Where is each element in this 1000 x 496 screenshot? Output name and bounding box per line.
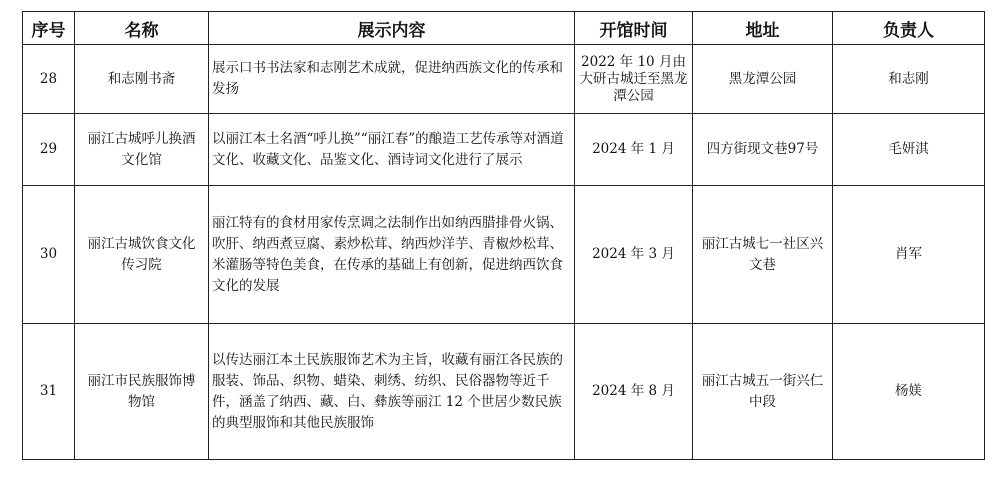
venue-name: 和志刚书斋	[75, 45, 209, 114]
header-content: 展示内容	[209, 12, 575, 45]
address: 丽江古城五一街兴仁中段	[693, 324, 833, 460]
row-number: 31	[23, 324, 75, 460]
museum-table	[22, 11, 985, 460]
row-number: 29	[23, 114, 75, 186]
person-in-charge: 肖军	[833, 186, 985, 324]
row-number: 30	[23, 186, 75, 324]
address: 黑龙潭公园	[693, 45, 833, 114]
opening-time: 2024 年 8 月	[575, 324, 693, 460]
exhibit-content: 展示口书书法家和志刚艺术成就，促进纳西族文化的传承和发扬	[209, 45, 575, 114]
table-row	[23, 45, 985, 114]
header-row	[23, 12, 985, 45]
header-opening: 开馆时间	[575, 12, 693, 45]
opening-time: 2024 年 3 月	[575, 186, 693, 324]
person-in-charge: 杨媄	[833, 324, 985, 460]
venue-name: 丽江古城呼儿换酒文化馆	[75, 114, 209, 186]
exhibit-content: 以传达丽江本土民族服饰艺术为主旨，收藏有丽江各民族的服装、饰品、织物、蜡染、刺绣、纺织、民俗器物等近千件，涵盖了纳西、藏、白、彝族等丽江 12 个世居少数民族的典型服饰和其他民族服饰	[209, 324, 575, 460]
row-number: 28	[23, 45, 75, 114]
venue-name: 丽江市民族服饰博物馆	[75, 324, 209, 460]
exhibit-content: 以丽江本土名酒“呼儿换”“丽江春”的酿造工艺传承等对酒道文化、收藏文化、品鉴文化、酒诗词文化进行了展示	[209, 114, 575, 186]
header-no: 序号	[23, 12, 75, 45]
person-in-charge: 毛妍淇	[833, 114, 985, 186]
table-row	[23, 186, 985, 324]
opening-time: 2022 年 10 月由大研古城迁至黑龙潭公园	[575, 45, 693, 114]
table-row	[23, 324, 985, 460]
venue-name: 丽江古城饮食文化传习院	[75, 186, 209, 324]
opening-time: 2024 年 1 月	[575, 114, 693, 186]
table-row	[23, 114, 985, 186]
header-name: 名称	[75, 12, 209, 45]
header-person: 负责人	[833, 12, 985, 45]
header-address: 地址	[693, 12, 833, 45]
person-in-charge: 和志刚	[833, 45, 985, 114]
address: 丽江古城七一社区兴文巷	[693, 186, 833, 324]
exhibit-content: 丽江特有的食材用家传烹调之法制作出如纳西腊排骨火锅、吹肝、纳西煮豆腐、素炒松茸、纳西炒洋芋、青椒炒松茸、米灌肠等特色美食，在传承的基础上有创新，促进纳西饮食文化的发展	[209, 186, 575, 324]
address: 四方街现文巷97号	[693, 114, 833, 186]
